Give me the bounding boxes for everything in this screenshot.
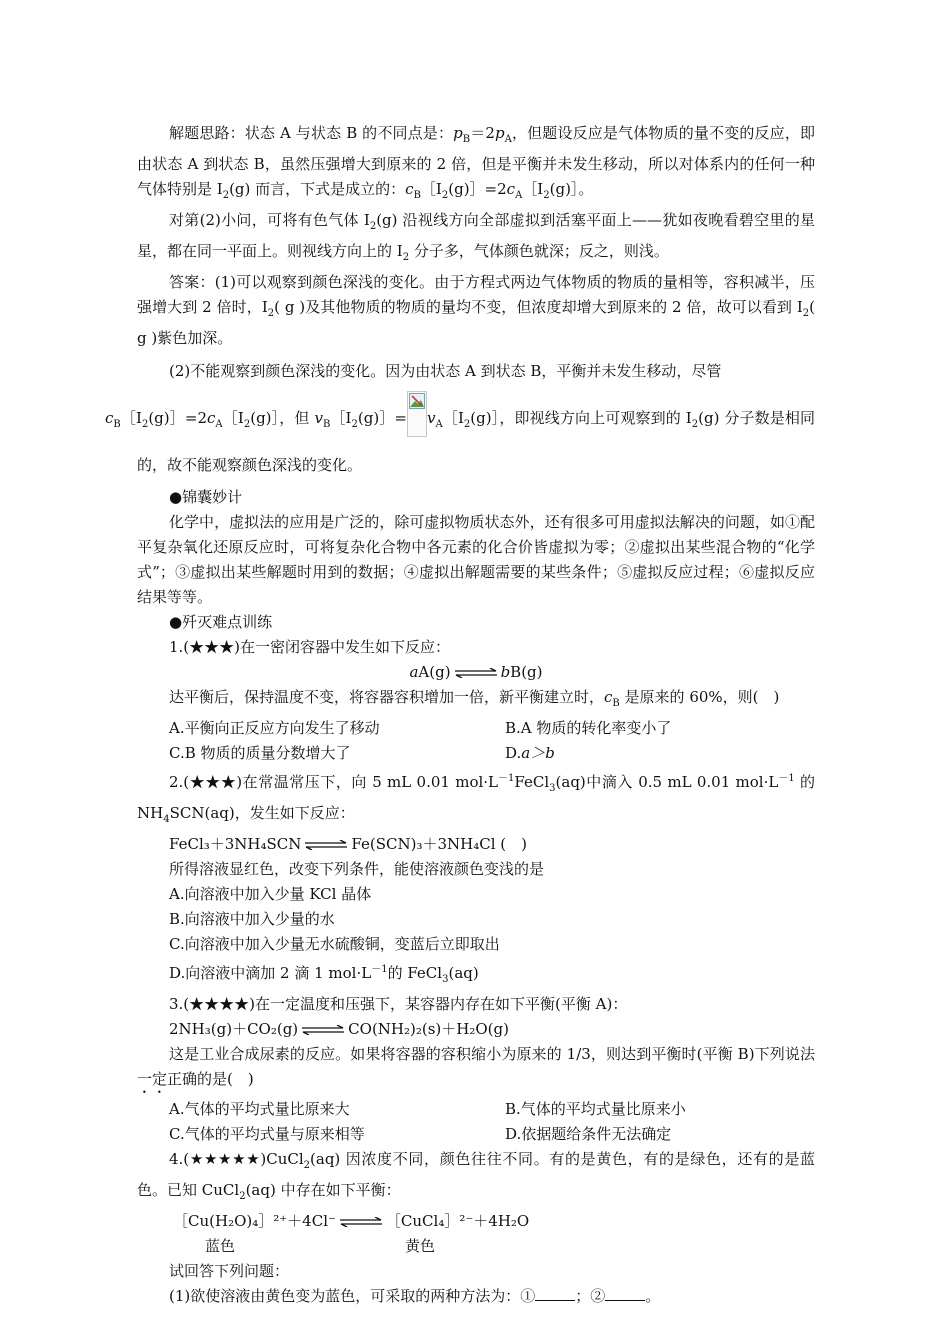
question-4-color-labels: [137, 1234, 815, 1259]
question-3-options-row-1: [137, 1097, 815, 1122]
question-4-subquestion-1: (1)欲使溶液由黄色变为蓝色，可采取的两种方法为：① ；② 。: [169, 1287, 661, 1305]
emphasis-text: 一定: [137, 1070, 168, 1088]
section-heading-tips: ●锦囊妙计: [169, 488, 243, 506]
option-b: B.向溶液中加入少量的水: [169, 910, 335, 928]
question-4-equation: ［Cu(H₂O)₄］²⁺＋4Cl⁻ ［CuCl₄］²⁻＋4H₂O: [173, 1212, 530, 1230]
option-b: B.A 物质的转化率变小了: [505, 719, 672, 737]
question-1-options-row-1: [137, 716, 815, 741]
option-d: D.a＞b: [505, 744, 555, 762]
equilibrium-arrow-icon: [454, 668, 498, 678]
option-c: C.向溶液中加入少量无水硫酸铜，变蓝后立即取出: [169, 935, 500, 953]
question-1-equation: aA(g) bB(g): [409, 663, 543, 681]
answer-blank[interactable]: [535, 1286, 575, 1301]
color-label-yellow: 黄色: [405, 1237, 436, 1255]
broken-image-icon: [407, 391, 427, 437]
question-1-options-row-2: [137, 741, 815, 766]
option-a: A.气体的平均式量比原来大: [169, 1100, 350, 1118]
color-label-blue: 蓝色: [205, 1237, 236, 1255]
answer-part1-paragraph: 答案：(1)可以观察到颜色深浅的变化。由于方程式两边气体物质的物质的量相等，容积减半，压强增大到 2 倍时，$I_2$( g )及其他物质的物质的量均不变，但浓度却增大到原来的 2 倍，故可以看到 $I_2$( g )紫色加深。: [137, 273, 815, 347]
option-b: B.气体的平均式量比原来小: [505, 1100, 686, 1118]
solution-idea-paragraph: 解题思路：状态 A 与状态 B 的不同点是：$p_B=2p_A$，但题设反应是气体物质的量不变的反应，即由状态 A 到状态 B，虽然压强增大到原来的 2 倍，但是平衡并未发生移动，所以对体系内的任何一种气体特别是 $I_2(g)$ 而言，下式是成立的：$c_B[I_2(g)]=2c_A[I_2(g)]$。: [137, 124, 815, 201]
equilibrium-arrow-icon: [301, 1025, 345, 1035]
option-a: A.向溶液中加入少量 KCl 晶体: [169, 885, 372, 903]
document-body: [105, 121, 816, 1309]
question-3-stem: 3.(★★★★)在一定温度和压强下，某容器内存在如下平衡(平衡 A)：: [169, 995, 628, 1013]
option-c: C.B 物质的质量分数增大了: [169, 744, 351, 762]
part2-analysis-paragraph: 对第(2)小问，可将有色气体 $I_2(g)$ 沿视线方向全部虚拟到活塞平面上——犹如夜晚看碧空里的星星，都在同一平面上。则视线方向上的 $I_2$ 分子多，气体颜色就深；反之，则浅。: [137, 211, 815, 263]
question-2-sentence: 所得溶液显红色，改变下列条件，能使溶液颜色变浅的是: [169, 860, 545, 878]
question-3-options-row-2: [137, 1122, 815, 1147]
question-2-equation: FeCl₃＋3NH₄SCN Fe(SCN)₃＋3NH₄Cl ( ): [169, 835, 527, 853]
option-a: A.平衡向正反应方向发生了移动: [169, 719, 380, 737]
tips-paragraph: 化学中，虚拟法的应用是广泛的，除可虚拟物质状态外，还有很多可用虚拟法解决的问题，如①配平复杂氧化还原反应时，可将复杂化合物中各元素的化合价皆虚拟为零；②虚拟出某些混合物的“化学式”；③虚拟出某些解题时用到的数据；④虚拟出解题需要的某些条件；⑤虚拟反应过程；⑥虚拟反应结果等等。: [137, 513, 815, 606]
question-1-stem: 1.(★★★)在一密闭容器中发生如下反应：: [169, 638, 451, 656]
question-1-condition: 达平衡后，保持温度不变，将容器容积增加一倍，新平衡建立时，$c_B$ 是原来的 60%，则( ): [169, 688, 780, 709]
equilibrium-arrow-icon: [304, 840, 348, 850]
option-d: D.向溶液中滴加 2 滴 1 $mol\cdot L^{-1}$的 FeCl$_3$(aq): [169, 964, 479, 985]
question-4-ask: 试回答下列问题：: [169, 1262, 290, 1280]
question-2-stem: 2.(★★★)在常温常压下，向 5 mL 0.01 $mol\cdot L^{-1}FeCl_3(aq)$中滴入 0.5 mL 0.01 $mol\cdot L^{-1}$ 的 $NH_4SCN(aq)$，发生如下反应：: [137, 773, 816, 825]
question-3-equation: 2NH₃(g)＋CO₂(g) CO(NH₂)₂(s)＋H₂O(g): [169, 1020, 509, 1038]
answer-part2-paragraph: (2)不能观察到颜色深浅的变化。因为由状态 A 到状态 B，平衡并未发生移动，尽管 $c_B[I_2(g)]=2c_A[I_2(g)]$，但 $v_B[I_2(g)]=$ $v_A[I_2(g)]$，即视线方向上可观察到的 $I_2(g)$ 分子数是相同的，故不能观察颜色深浅的变化。: [105, 362, 815, 474]
question-4-stem: 4.(★★★★★)CuCl$_2$(aq) 因浓度不同，颜色往往不同。有的是黄色，有的是绿色，还有的是蓝色。已知 CuCl$_2$(aq) 中存在如下平衡：: [137, 1150, 815, 1202]
question-3-condition: 这是工业合成尿素的反应。如果将容器的容积缩小为原来的 1/3，则达到平衡时(平衡 B)下列说法一定正确的是( ): [137, 1045, 815, 1088]
option-d: D.依据题给条件无法确定: [505, 1125, 672, 1143]
answer-blank[interactable]: [605, 1286, 645, 1301]
section-heading-training: ●歼灭难点训练: [169, 613, 273, 631]
equilibrium-arrow-icon: [339, 1217, 383, 1227]
option-c: C.气体的平均式量与原来相等: [169, 1125, 365, 1143]
